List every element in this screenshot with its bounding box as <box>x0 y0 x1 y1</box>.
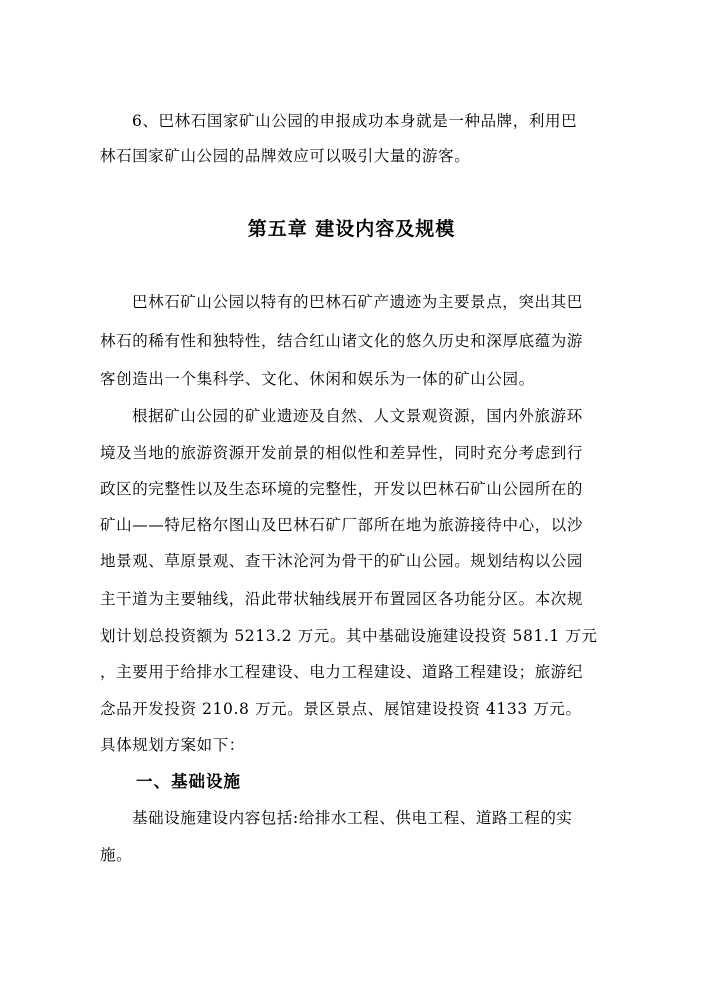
infrastructure-paragraph-line-1: 基础设施建设内容包括:给排水工程、供电工程、道路工程的实 <box>132 809 573 827</box>
planning-paragraph-line-7: 划计划总投资额为 5213.2 万元。其中基础设施建设投资 581.1 万元 <box>100 627 598 645</box>
intro-paragraph-line-3: 客创造出一个集科学、文化、休闲和娱乐为一体的矿山公园。 <box>100 370 535 388</box>
infrastructure-paragraph-line-2: 施。 <box>100 846 133 864</box>
planning-paragraph-line-5: 地景观、草原景观、查干沐沦河为骨干的矿山公园。规划结构以公园 <box>100 552 584 570</box>
intro-paragraph-line-1: 巴林石矿山公园以特有的巴林石矿产遗迹为主要景点，突出其巴 <box>132 293 583 311</box>
planning-paragraph-line-10: 具体规划方案如下： <box>100 736 245 754</box>
planning-paragraph-line-1: 根据矿山公园的矿业遗迹及自然、人文景观资源，国内外旅游环 <box>132 407 583 425</box>
planning-paragraph-line-9: 念品开发投资 210.8 万元。景区景点、展馆建设投资 4133 万元。 <box>100 700 582 718</box>
planning-paragraph-line-2: 境及当地的旅游资源开发前景的相似性和差异性，同时充分考虑到行 <box>100 444 584 462</box>
chapter-title: 第五章 建设内容及规模 <box>247 218 456 240</box>
planning-paragraph-line-4: 矿山——特尼格尔图山及巴林石矿厂部所在地为旅游接待中心，以沙 <box>100 516 584 534</box>
planning-paragraph-line-8: ，主要用于给排水工程建设、电力工程建设、道路工程建设；旅游纪 <box>100 663 584 681</box>
paragraph-6-line-1: 6、巴林石国家矿山公园的申报成功本身就是一种品牌，利用巴 <box>132 112 578 130</box>
intro-paragraph-line-2: 林石的稀有性和独特性，结合红山诸文化的悠久历史和深厚底蕴为游 <box>100 332 584 350</box>
planning-paragraph-line-6: 主干道为主要轴线，沿此带状轴线展开布置园区各功能分区。本次规 <box>100 590 584 608</box>
section-heading: 一、基础设施 <box>136 772 241 791</box>
paragraph-6-line-2: 林石国家矿山公园的品牌效应可以吸引大量的游客。 <box>100 147 471 165</box>
planning-paragraph-line-3: 政区的完整性以及生态环境的完整性，开发以巴林石矿山公园所在的 <box>100 480 584 498</box>
